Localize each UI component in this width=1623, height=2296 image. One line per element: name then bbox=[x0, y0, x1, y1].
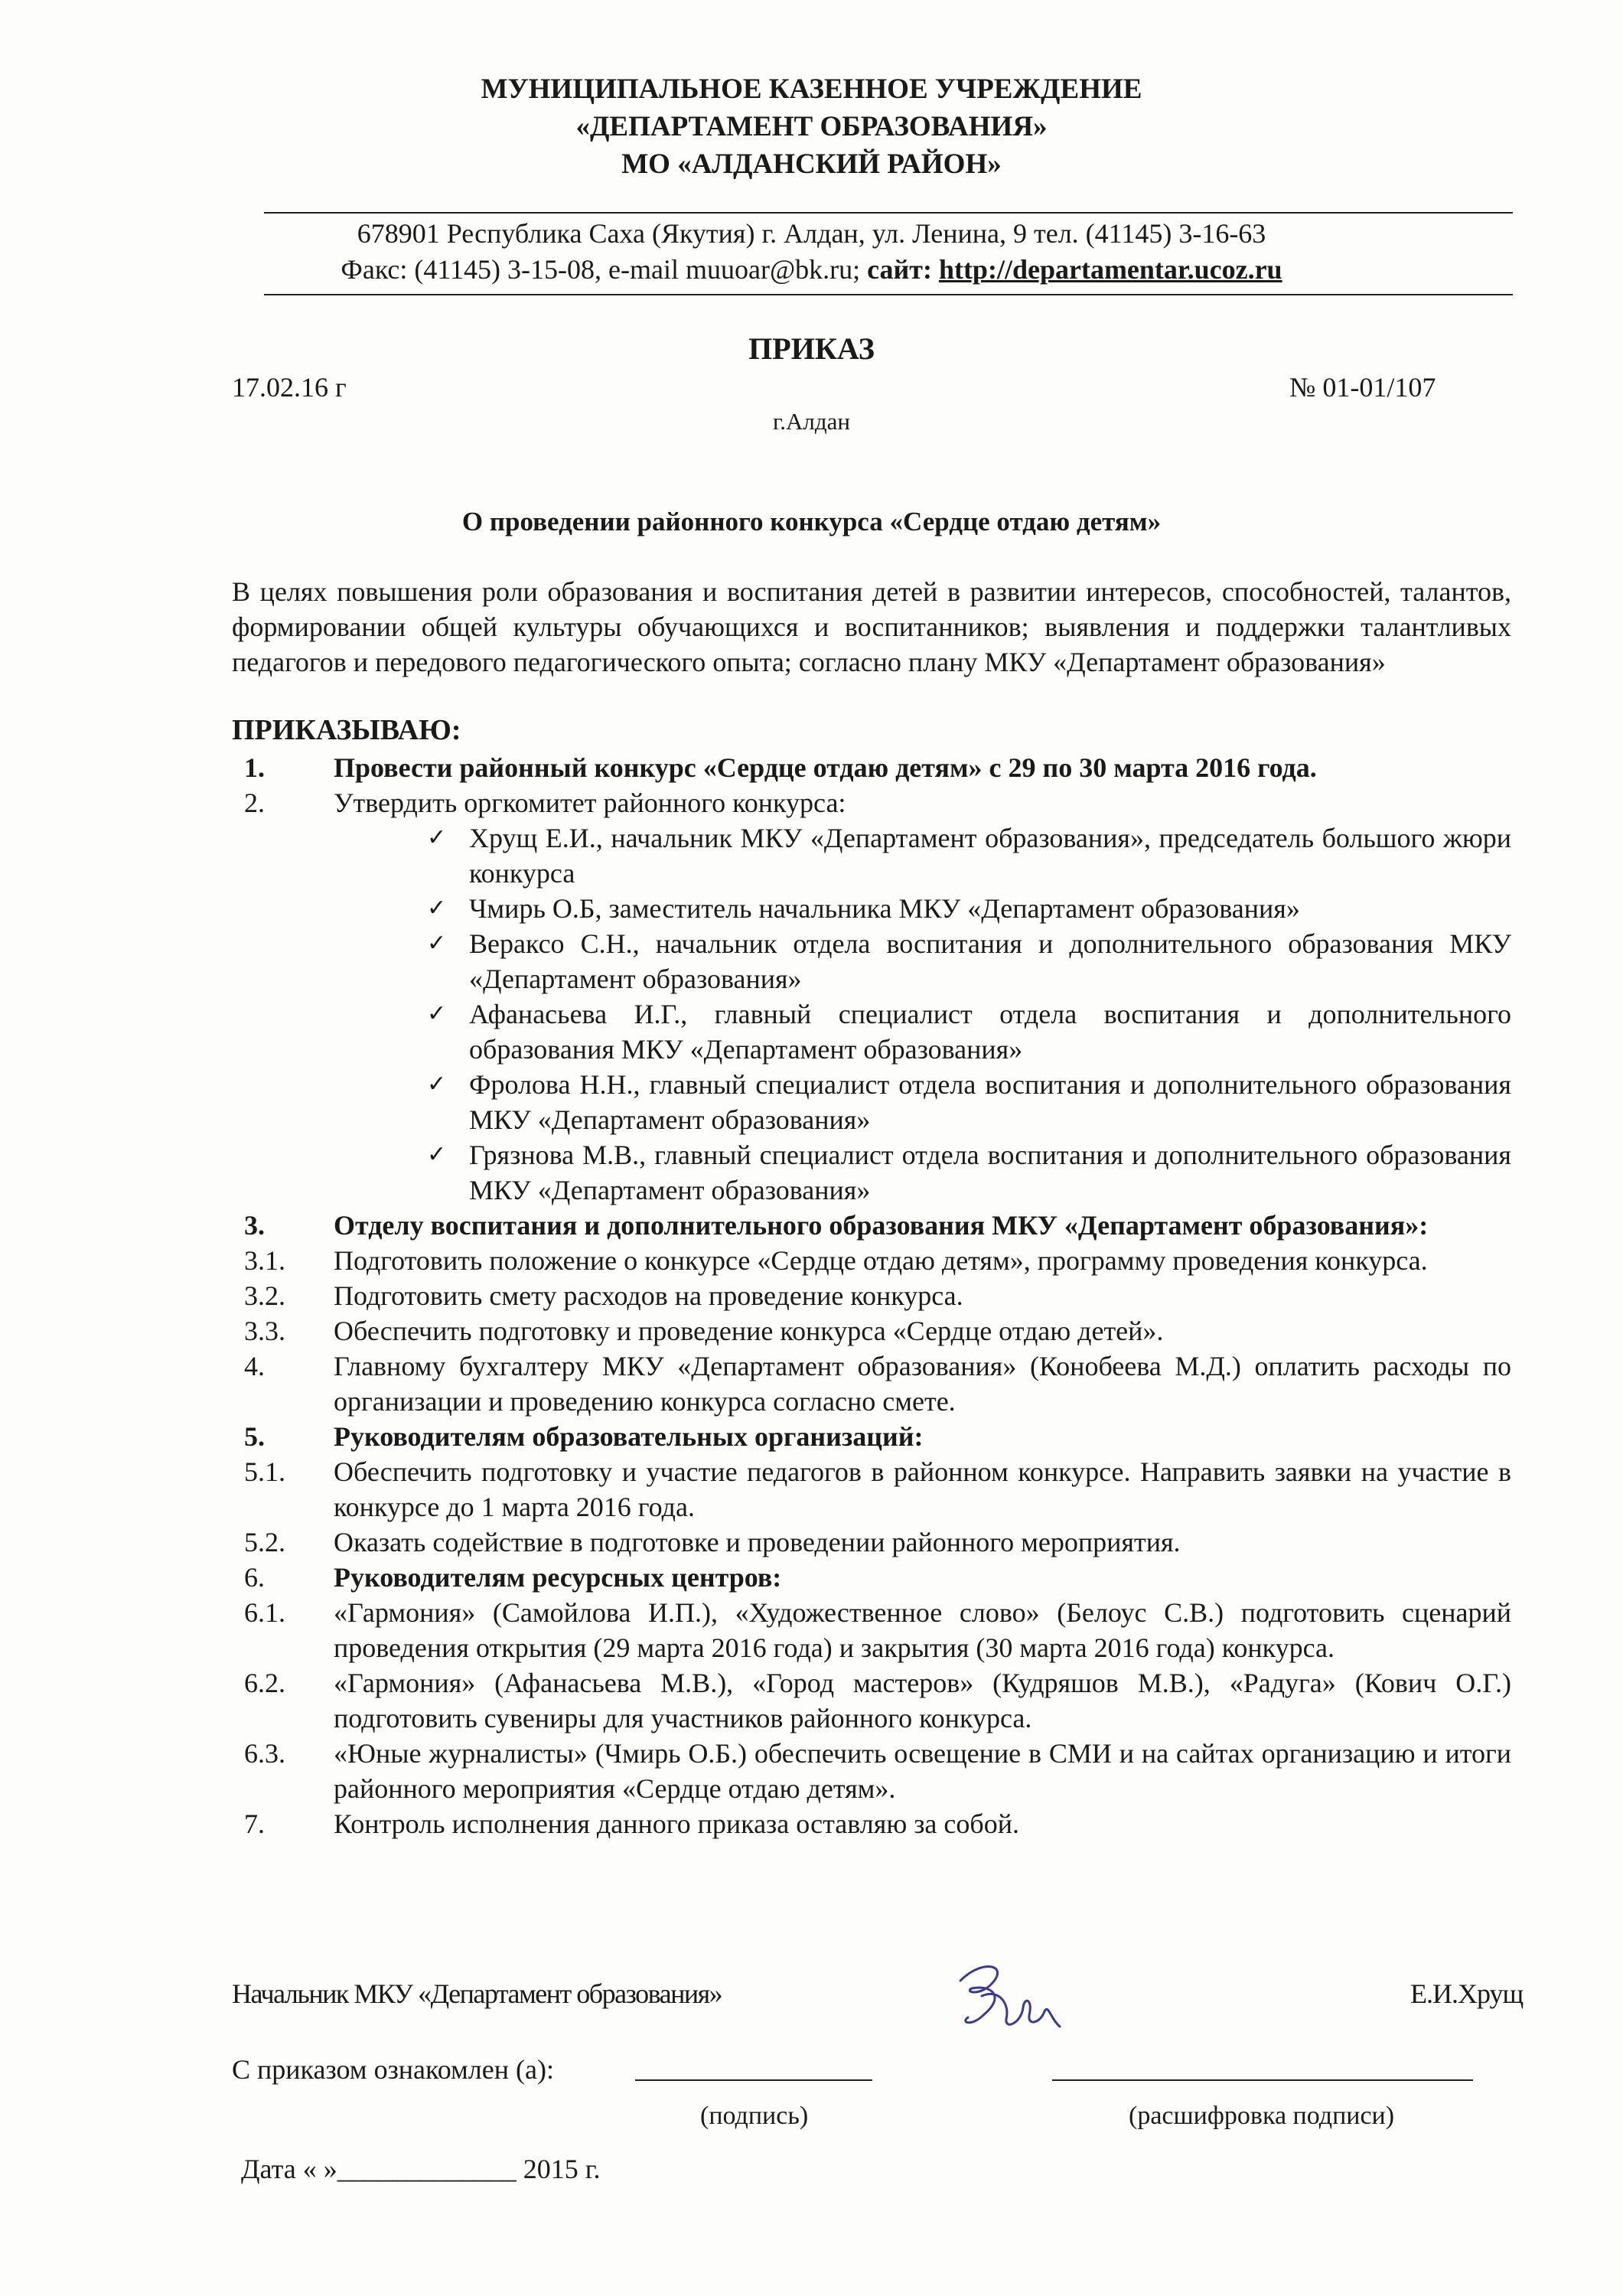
item-text: «Гармония» (Самойлова И.П.), «Художественное слово» (Белоус С.В.) подготовить сценарий проведения открытия (29 марта 2016 года) и закрытия (30 марта 2016 года) конкурса. bbox=[334, 1597, 1511, 1663]
signature-decode-caption: (расшифровка подписи) bbox=[1129, 2102, 1395, 2130]
item-number: 6. bbox=[244, 1562, 265, 1593]
item-5-2 bbox=[232, 1525, 1511, 1560]
item-number: 2. bbox=[244, 788, 265, 818]
item-6-3 bbox=[232, 1736, 1511, 1806]
checkmark-icon: ✓ bbox=[427, 1071, 447, 1097]
site-label: сайт: bbox=[867, 254, 932, 285]
item-text: Отделу воспитания и дополнительного образования МКУ «Департамент образования»: bbox=[334, 1210, 1429, 1241]
contact-address: 678901 Республика Саха (Якутия) г. Алдан, ул. Ленина, 9 тел. (41145) 3-16-63 bbox=[357, 218, 1266, 249]
item-1 bbox=[232, 750, 1511, 785]
item-6 bbox=[232, 1560, 1511, 1595]
item-6-2 bbox=[232, 1665, 1511, 1736]
member-text: Фролова Н.Н., главный специалист отдела воспитания и дополнительного образования МКУ «Департамент образования» bbox=[469, 1069, 1511, 1135]
item-number: 5.1. bbox=[244, 1456, 285, 1487]
item-2 bbox=[232, 785, 1511, 820]
date-line: Дата « »_____________ 2015 г. bbox=[241, 2154, 601, 2184]
item-4 bbox=[232, 1349, 1511, 1419]
doc-title: ПРИКАЗ bbox=[748, 331, 875, 366]
item-text: Подготовить положение о конкурсе «Сердце отдаю детям», программу проведения конкурса. bbox=[334, 1245, 1428, 1276]
item-text: Оказать содействие в подготовке и проведении районного мероприятия. bbox=[334, 1527, 1181, 1557]
item-text: Главному бухгалтеру МКУ «Департамент образования» (Конобеева М.Д.) оплатить расходы по организации и проведению конкурса согласно смете. bbox=[334, 1351, 1511, 1417]
item-number: 4. bbox=[244, 1351, 265, 1381]
member-text: Грязнова М.В., главный специалист отдела воспитания и дополнительного образования МКУ «Департамент образования» bbox=[469, 1140, 1511, 1205]
contact-block bbox=[0, 216, 1623, 288]
checkmark-icon: ✓ bbox=[427, 824, 447, 851]
item-text: Руководителям ресурсных центров: bbox=[334, 1562, 782, 1593]
committee-member bbox=[232, 996, 1511, 1067]
doc-city: г.Алдан bbox=[773, 408, 850, 435]
item-number: 5. bbox=[244, 1421, 265, 1452]
item-text: «Гармония» (Афанасьева М.В.), «Город мастеров» (Кудряшов М.В.), «Радуга» (Кович О.Г.) подготовить сувениры для участников районного конкурса. bbox=[334, 1668, 1511, 1733]
header-line-1: МУНИЦИПАЛЬНОЕ КАЗЕННОЕ УЧРЕЖДЕНИЕ bbox=[481, 73, 1142, 105]
item-5-1 bbox=[232, 1454, 1511, 1525]
signature-decode-line bbox=[1052, 2079, 1473, 2081]
checkmark-icon: ✓ bbox=[427, 930, 447, 957]
item-7 bbox=[232, 1806, 1511, 1841]
checkmark-icon: ✓ bbox=[427, 1000, 447, 1027]
item-text: Контроль исполнения данного приказа оставляю за собой. bbox=[334, 1808, 1019, 1839]
committee-member bbox=[232, 820, 1511, 891]
item-number: 3.2. bbox=[244, 1280, 285, 1311]
item-number: 3. bbox=[244, 1210, 265, 1241]
item-3-2 bbox=[232, 1278, 1511, 1313]
item-text: Обеспечить подготовку и участие педагогов в районном конкурсе. Направить заявки на участие в конкурсе до 1 марта 2016 года. bbox=[334, 1456, 1511, 1522]
signer-name: Е.И.Хрущ bbox=[1410, 1978, 1524, 2009]
checkmark-icon: ✓ bbox=[427, 1141, 447, 1168]
handwritten-signature bbox=[937, 1950, 1075, 2050]
checkmark-icon: ✓ bbox=[427, 895, 447, 921]
item-number: 6.2. bbox=[244, 1668, 285, 1698]
acknowledgement-label: С приказом ознакомлен (а): bbox=[232, 2054, 554, 2085]
committee-member bbox=[232, 1067, 1511, 1137]
item-number: 6.3. bbox=[244, 1738, 285, 1769]
item-5 bbox=[232, 1419, 1511, 1454]
header-divider-bottom bbox=[264, 294, 1513, 295]
item-number: 1. bbox=[244, 752, 265, 783]
header-line-2: «ДЕПАРТАМЕНТ ОБРАЗОВАНИЯ» bbox=[575, 111, 1048, 142]
order-word: ПРИКАЗЫВАЮ: bbox=[232, 714, 461, 746]
item-3-3 bbox=[232, 1313, 1511, 1349]
item-3-1 bbox=[232, 1243, 1511, 1278]
intro-paragraph bbox=[232, 574, 1511, 680]
doc-subject: О проведении районного конкурса «Сердце отдаю детям» bbox=[461, 507, 1162, 536]
contact-fax-text: Факс: (41145) 3-15-08, e-mail muuoar@bk.ru; bbox=[341, 254, 868, 285]
item-number: 5.2. bbox=[244, 1527, 285, 1557]
item-number: 6.1. bbox=[244, 1597, 285, 1628]
header-divider-top bbox=[264, 212, 1513, 214]
item-text: «Юные журналисты» (Чмирь О.Б.) обеспечить освещение в СМИ и на сайтах организацию и итоги районного мероприятия «Сердце отдаю детям». bbox=[334, 1738, 1511, 1804]
item-number: 3.3. bbox=[244, 1316, 285, 1346]
order-items bbox=[232, 750, 1511, 1841]
item-text: Руководителям образовательных организаций: bbox=[334, 1421, 924, 1452]
member-text: Хрущ Е.И., начальник МКУ «Департамент образования», председатель большого жюри конкурса bbox=[469, 823, 1511, 889]
item-text: Провести районный конкурс «Сердце отдаю детям» с 29 по 30 марта 2016 года. bbox=[334, 752, 1317, 783]
item-number: 3.1. bbox=[244, 1245, 285, 1276]
signature-line bbox=[635, 2079, 872, 2081]
item-text: Утвердить оргкомитет районного конкурса: bbox=[334, 788, 846, 818]
member-text: Вераксо С.Н., начальник отдела воспитания и дополнительного образования МКУ «Департамент образования» bbox=[469, 928, 1511, 994]
committee-member bbox=[232, 926, 1511, 996]
member-text: Чмирь О.Б, заместитель начальника МКУ «Департамент образования» bbox=[469, 893, 1300, 924]
header-line-3: МО «АЛДАНСКИЙ РАЙОН» bbox=[621, 148, 1002, 180]
item-number: 7. bbox=[244, 1808, 265, 1839]
site-link[interactable]: http://departamentar.ucoz.ru bbox=[938, 254, 1282, 285]
signature-caption: (подпись) bbox=[700, 2102, 809, 2130]
item-text: Подготовить смету расходов на проведение конкурса. bbox=[334, 1280, 963, 1311]
doc-date: 17.02.16 г bbox=[232, 372, 347, 403]
item-3 bbox=[232, 1208, 1511, 1243]
committee-member bbox=[232, 1137, 1511, 1208]
contact-fax-email bbox=[0, 252, 1623, 288]
member-text: Афанасьева И.Г., главный специалист отдела воспитания и дополнительного образования МКУ «Департамент образования» bbox=[469, 999, 1511, 1065]
signer-position: Начальник МКУ «Департамент образования» bbox=[232, 1978, 722, 2009]
intro-text: В целях повышения роли образования и воспитания детей в развитии интересов, способностей, талантов, формировании общей культуры обучающихся и воспитанников; выявления и поддержки талантливых педагогов и передового педагогического опыта; согласно плану МКУ «Департамент образования» bbox=[232, 576, 1511, 677]
institution-header bbox=[0, 70, 1623, 183]
committee-member bbox=[232, 891, 1511, 926]
item-text: Обеспечить подготовку и проведение конкурса «Сердце отдаю детей». bbox=[334, 1316, 1164, 1346]
item-6-1 bbox=[232, 1595, 1511, 1665]
doc-number: № 01-01/107 bbox=[1289, 372, 1436, 403]
